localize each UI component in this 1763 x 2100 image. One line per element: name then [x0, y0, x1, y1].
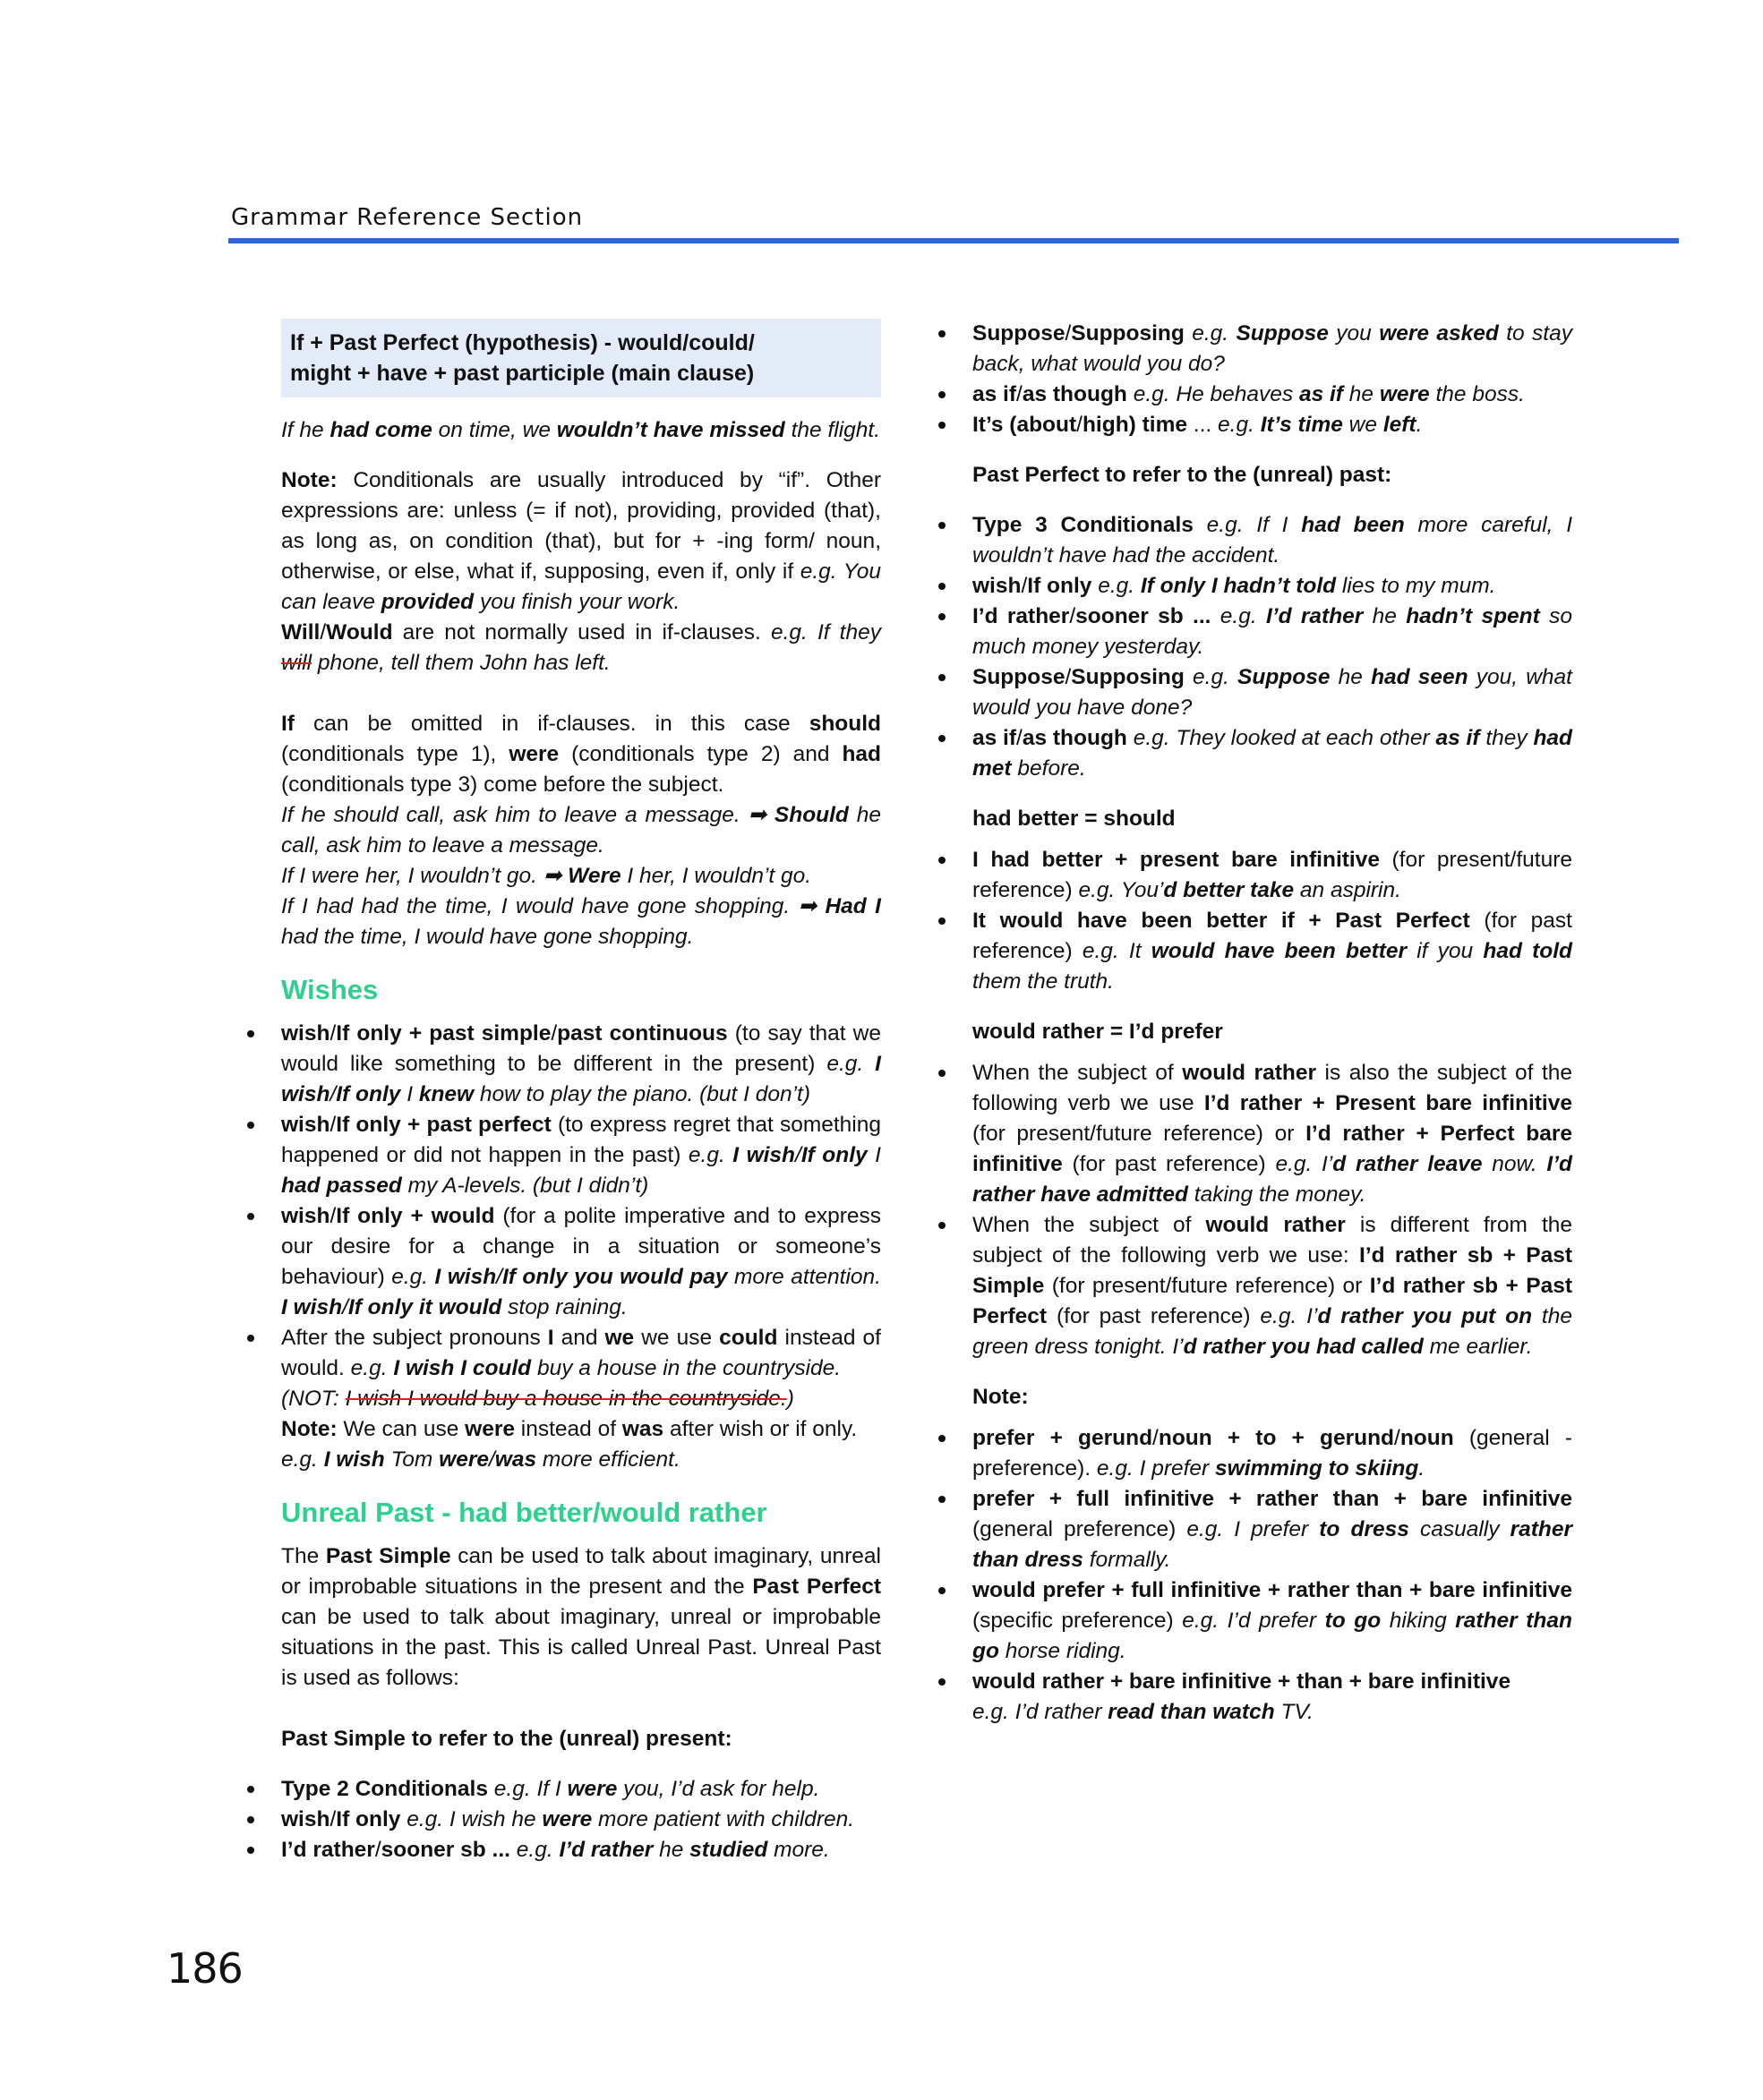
page-number: 186: [167, 1944, 243, 1993]
omission-example-3: If I had had the time, I would have gone shopping. ➡ Had I had the time, I would have gone shopping.: [281, 894, 881, 949]
list-item: After the subject pronouns I and we we use could instead of would. e.g. I wish I could buy a house in the countryside. (NOT: I wish I would buy a house in the countryside.) Note: We can use were instead of was after wish or if only. e.g. I wish Tom were/was more efficient.: [281, 1323, 881, 1475]
omission-paragraph: If can be omitted in if-clauses. in this case should (conditionals type 1), were (conditionals type 2) and had (conditionals type 3) come before the subject.: [281, 712, 881, 797]
list-item: wish/If only + past perfect (to express regret that something happened or did not happen in the past) e.g. I wish/If only I had passed my A-levels. (but I didn’t): [281, 1110, 881, 1201]
list-item: Type 2 Conditionals e.g. If I were you, I’d ask for help.: [281, 1774, 881, 1805]
left-column: [281, 319, 881, 1865]
past-simple-subheading: Past Simple to refer to the (unreal) present:: [281, 1727, 732, 1751]
omission-example-1: If he should call, ask him to leave a message. ➡ Should he call, ask him to leave a message.: [281, 803, 881, 858]
list-item: I had better + present bare infinitive (for present/future reference) e.g. You’d better take an aspirin.: [972, 845, 1572, 906]
wishes-list: [281, 1019, 881, 1475]
will-would-paragraph: Will/Would are not normally used in if-clauses. e.g. If they will phone, tell them John has left.: [281, 620, 881, 675]
header-rule: [228, 238, 1679, 243]
would-rather-list: [972, 1058, 1572, 1362]
would-rather-subheading: would rather = I’d prefer: [972, 1020, 1223, 1044]
example-sentence: If he had come on time, we wouldn’t have missed the flight.: [281, 418, 881, 442]
list-item: It’s (about/high) time ... e.g. It’s time we left.: [972, 410, 1572, 440]
list-item: When the subject of would rather is different from the subject of the following verb we use: I’d rather sb + Past Simple (for present/future reference) or I’d rather sb + Past Perfect (for past reference) e.g. I’d rather you put on the green dress tonight. I’d rather you had called me earlier.: [972, 1210, 1572, 1362]
list-item: wish/If only e.g. I wish he were more patient with children.: [281, 1805, 881, 1835]
list-item: would prefer + full infinitive + rather than + bare infinitive (specific preference) e.g. I’d prefer to go hiking rather than go horse riding.: [972, 1575, 1572, 1667]
prefer-list: [972, 1423, 1572, 1728]
past-simple-list: [281, 1774, 881, 1865]
rule-line-2: might + have + past participle (main clause): [290, 361, 755, 386]
rule-box: [281, 319, 881, 397]
list-item: as if/as though e.g. They looked at each other as if they had met before.: [972, 723, 1572, 784]
list-item: I’d rather/sooner sb ... e.g. I’d rather he studied more.: [281, 1835, 881, 1865]
list-item: prefer + full infinitive + rather than + bare infinitive (general preference) e.g. I prefer to dress casually rather than dress formally.: [972, 1484, 1572, 1575]
had-better-subheading: had better = should: [972, 807, 1176, 831]
unreal-past-heading: Unreal Past - had better/would rather: [281, 1497, 767, 1528]
had-better-list: [972, 845, 1572, 997]
past-perfect-subheading: Past Perfect to refer to the (unreal) past:: [972, 463, 1392, 487]
list-item: wish/If only + would (for a polite imperative and to express our desire for a change in a situation or someone’s behaviour) e.g. I wish/If only you would pay more attention. I wish/If only it would stop raining.: [281, 1201, 881, 1323]
list-item: would rather + bare infinitive + than + bare infinitive e.g. I’d rather read than watch TV.: [972, 1667, 1572, 1728]
past-perfect-list: [972, 510, 1572, 784]
unreal-past-paragraph: The Past Simple can be used to talk about imaginary, unreal or improbable situations in the present and the Past Perfect can be used to talk about imaginary, unreal or improbable situations in the past. This is called Unreal Past. Unreal Past is used as follows:: [281, 1544, 881, 1690]
rule-line-1: If + Past Perfect (hypothesis) - would/could/: [290, 330, 755, 355]
list-item: as if/as though e.g. He behaves as if he were the boss.: [972, 380, 1572, 410]
list-item: Suppose/Supposing e.g. Suppose you were asked to stay back, what would you do?: [972, 319, 1572, 380]
list-item: It would have been better if + Past Perfect (for past reference) e.g. It would have been better if you had told them the truth.: [972, 906, 1572, 997]
section-header: Grammar Reference Section: [231, 204, 584, 231]
unreal-present-list-cont: [972, 319, 1572, 440]
list-item: When the subject of would rather is also the subject of the following verb we use I’d rather + Present bare infinitive (for present/future reference) or I’d rather + Perfect bare infinitive (for past reference) e.g. I’d rather leave now. I’d rather have admitted taking the money.: [972, 1058, 1572, 1210]
list-item: Suppose/Supposing e.g. Suppose he had seen you, what would you have done?: [972, 662, 1572, 723]
omission-example-2: If I were her, I wouldn’t go. ➡ Were I her, I wouldn’t go.: [281, 864, 812, 888]
note-paragraph: Note: Conditionals are usually introduced by “if”. Other expressions are: unless (= if not), providing, provided (that), as long as, on condition (that), but for + -ing form/ noun, otherwise, or else, what if, supposing, even if, only if e.g. You can leave provided you finish your work.: [281, 468, 881, 614]
list-item: prefer + gerund/noun + to + gerund/noun (general - preference). e.g. I prefer swimming to skiing.: [972, 1423, 1572, 1484]
list-item: Type 3 Conditionals e.g. If I had been more careful, I wouldn’t have had the accident.: [972, 510, 1572, 571]
wishes-heading: Wishes: [281, 974, 379, 1005]
list-item: I’d rather/sooner sb ... e.g. I’d rather he hadn’t spent so much money yesterday.: [972, 602, 1572, 662]
note-subheading: Note:: [972, 1385, 1029, 1409]
right-column: [972, 319, 1572, 1728]
list-item: wish/If only e.g. If only I hadn’t told lies to my mum.: [972, 571, 1572, 602]
list-item: wish/If only + past simple/past continuous (to say that we would like something to be different in the present) e.g. I wish/If only I knew how to play the piano. (but I don’t): [281, 1019, 881, 1110]
